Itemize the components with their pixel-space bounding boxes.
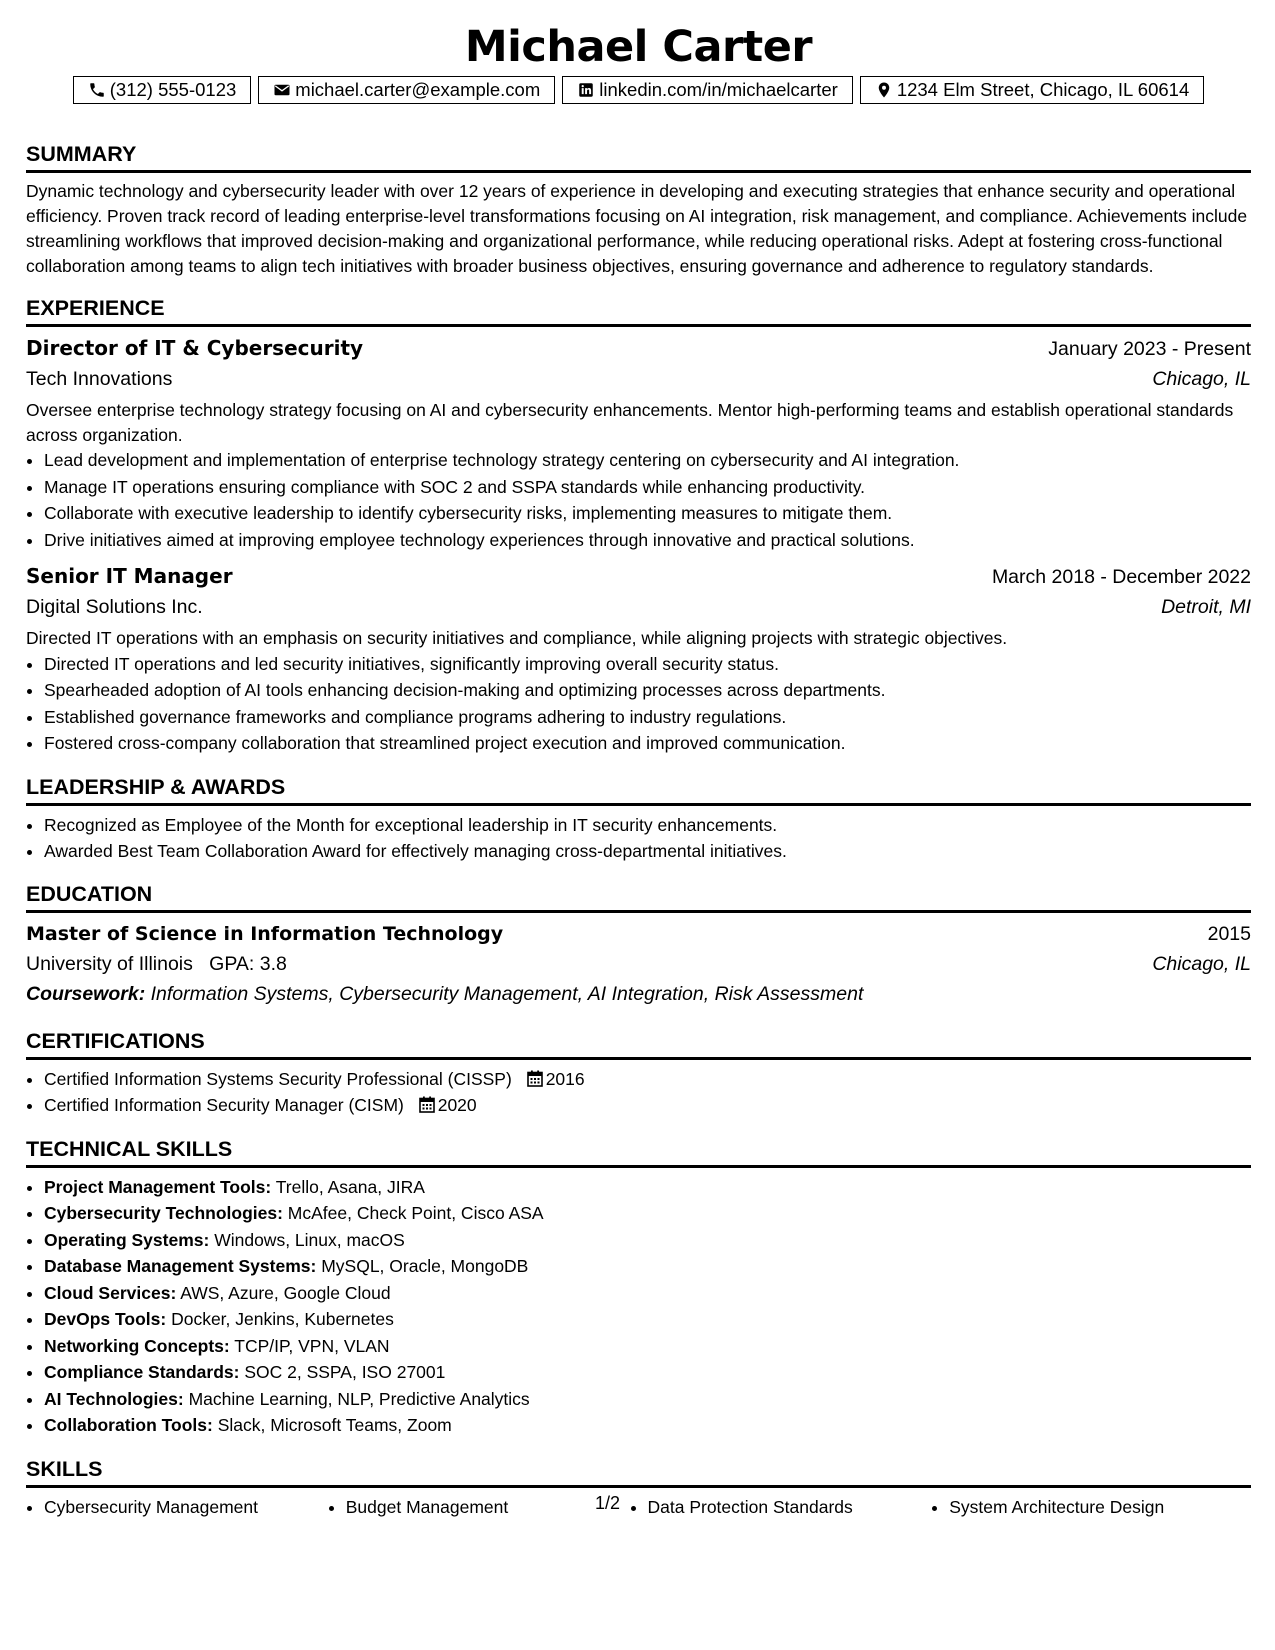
job-entry (26, 561, 1251, 757)
technical-skills-list (26, 1174, 1251, 1439)
list-item (44, 1227, 1251, 1254)
school-line (26, 949, 287, 979)
list-item: • Directed IT operations and led security initiatives, significantly improving overall security status. (44, 651, 1251, 678)
coursework-label: Coursework: (26, 982, 146, 1005)
job-dates: March 2018 - December 2022 (991, 566, 1251, 588)
contact-phone[interactable] (73, 76, 252, 104)
list-item: • System Architecture Design (949, 1494, 1251, 1521)
gpa: GPA: 3.8 (209, 952, 287, 975)
list-item: • Budget Management (346, 1494, 648, 1521)
job-entry (26, 333, 1251, 553)
summary-section (26, 141, 1251, 279)
skills-list (26, 1494, 1251, 1521)
certifications-section (26, 1028, 1251, 1119)
experience-section (26, 295, 1251, 757)
job-description: Directed IT operations with an emphasis on security initiatives and compliance, while aligning projects with strategic objectives. (26, 628, 1008, 648)
certifications-list (26, 1066, 1251, 1119)
envelope-icon (273, 81, 291, 99)
job-description: Oversee enterprise technology strategy focusing on AI and cybersecurity enhancements. Mentor high-performing teams and establish operational standards across organization. (26, 400, 1234, 445)
skill-value: Windows, Linux, macOS (214, 1229, 405, 1250)
graduation-year: 2015 (1207, 922, 1251, 945)
list-item (44, 1412, 1251, 1439)
awards-section (26, 774, 1251, 865)
job-location: Chicago, IL (1152, 368, 1251, 390)
linkedin-icon (577, 81, 595, 99)
certification-name: Certified Information Security Manager (CISM) (44, 1095, 404, 1115)
job-dates: January 2023 - Present (1048, 338, 1251, 360)
certification-year: 2016 (545, 1068, 585, 1089)
list-item (44, 1092, 1251, 1119)
job-title: Director of IT & Cybersecurity (26, 336, 364, 360)
list-item (44, 1280, 1251, 1307)
education-section (26, 881, 1251, 1009)
list-item: • Fostered cross-company collaboration that streamlined project execution and improved communication. (44, 730, 1251, 757)
candidate-name: Michael Carter (464, 22, 813, 72)
list-item (44, 1386, 1251, 1413)
contact-email[interactable] (258, 76, 555, 104)
list-item (44, 1253, 1251, 1280)
job-title: Senior IT Manager (26, 564, 233, 588)
list-item: • Awarded Best Team Collaboration Award for effectively managing cross-departmental initiatives. (44, 838, 1251, 865)
certification-name: Certified Information Systems Security Professional (CISSP) (44, 1068, 512, 1089)
calendar-icon (419, 1096, 435, 1113)
phone-icon (88, 81, 106, 99)
skill-label: AI Technologies: (44, 1388, 184, 1409)
contact-address-text: 1234 Elm Street, Chicago, IL 60614 (896, 79, 1190, 100)
list-item: • Lead development and implementation of enterprise technology strategy centering on cybersecurity and AI integration. (44, 447, 1251, 474)
contact-address[interactable] (860, 76, 1204, 104)
list-item (44, 1306, 1251, 1333)
list-item (44, 1359, 1251, 1386)
skill-label: Networking Concepts: (44, 1335, 230, 1356)
list-item (44, 1333, 1251, 1360)
summary-text: Dynamic technology and cybersecurity leader with over 12 years of experience in developing and executing strategies that enhance security and operational efficiency. Proven track record of leading enterprise-level transformations focusing on AI integration, risk management, and compliance. Achievements include streamlining workflows that improved decision-making and organizational performance, while reducing operational risks. Adept at fostering cross-functional collaboration among teams to align tech initiatives with broader business objectives, ensuring governance and adherence to regulatory standards. (26, 181, 1248, 276)
list-item: • Recognized as Employee of the Month for exceptional leadership in IT security enhancements. (44, 812, 1251, 839)
calendar-icon (527, 1070, 543, 1087)
skill-value: TCP/IP, VPN, VLAN (234, 1335, 390, 1356)
list-item: • Manage IT operations ensuring compliance with SOC 2 and SSPA standards while enhancing productivity. (44, 474, 1251, 501)
skills-section (26, 1456, 1251, 1521)
contact-linkedin[interactable] (562, 76, 853, 104)
list-item (44, 1200, 1251, 1227)
list-item (44, 1174, 1251, 1201)
skill-value: Trello, Asana, JIRA (275, 1176, 425, 1197)
skill-value: AWS, Azure, Google Cloud (180, 1282, 391, 1303)
school-name: University of Illinois (26, 952, 193, 975)
list-item (44, 1066, 1251, 1093)
skill-value: McAfee, Check Point, Cisco ASA (287, 1203, 544, 1223)
resume-page (26, 0, 1251, 1520)
job-company: Digital Solutions Inc. (26, 596, 203, 618)
map-pin-icon (875, 81, 893, 99)
skill-label: Collaboration Tools: (44, 1415, 213, 1435)
skill-value: MySQL, Oracle, MongoDB (321, 1256, 529, 1276)
list-item: • Collaborate with executive leadership to identify cybersecurity risks, implementing measures to mitigate them. (44, 500, 1251, 527)
coursework-line (26, 979, 1251, 1009)
contact-phone-text: (312) 555-0123 (109, 79, 237, 100)
skills-heading: SKILLS (26, 1456, 1251, 1488)
contact-bar (26, 76, 1251, 104)
contact-email-text: michael.carter@example.com (295, 79, 541, 100)
page-number: 1/2 (595, 1493, 621, 1513)
awards-heading: LEADERSHIP & AWARDS (26, 774, 1251, 806)
job-company: Tech Innovations (26, 368, 173, 390)
skill-value: SOC 2, SSPA, ISO 27001 (244, 1362, 446, 1382)
skill-label: Cloud Services: (44, 1282, 177, 1303)
skill-label: Operating Systems: (44, 1229, 210, 1250)
degree-title: Master of Science in Information Technology (26, 922, 504, 945)
technical-skills-heading: TECHNICAL SKILLS (26, 1136, 1251, 1168)
skill-value: Machine Learning, NLP, Predictive Analytics (188, 1388, 530, 1409)
skill-value: Slack, Microsoft Teams, Zoom (217, 1415, 452, 1435)
skill-label: Compliance Standards: (44, 1362, 240, 1382)
skill-value: Docker, Jenkins, Kubernetes (171, 1309, 394, 1329)
skill-label: Cybersecurity Technologies: (44, 1203, 283, 1223)
contact-linkedin-text: linkedin.com/in/michaelcarter (599, 79, 838, 100)
education-heading: EDUCATION (26, 881, 1251, 913)
job-bullets (26, 447, 1251, 553)
experience-heading: EXPERIENCE (26, 295, 1251, 327)
list-item: • Spearheaded adoption of AI tools enhancing decision-making and optimizing processes across departments. (44, 677, 1251, 704)
coursework-list: Information Systems, Cybersecurity Management, AI Integration, Risk Assessment (150, 982, 864, 1005)
list-item: • Data Protection Standards (648, 1494, 950, 1521)
certifications-heading: CERTIFICATIONS (26, 1028, 1251, 1060)
list-item: • Drive initiatives aimed at improving employee technology experiences through innovative and practical solutions. (44, 527, 1251, 554)
technical-skills-section (26, 1136, 1251, 1439)
job-location: Detroit, MI (1161, 596, 1251, 618)
list-item: • Established governance frameworks and compliance programs adhering to industry regulations. (44, 704, 1251, 731)
awards-list (26, 812, 1251, 865)
job-bullets (26, 651, 1251, 757)
summary-heading: SUMMARY (26, 141, 1251, 173)
skill-label: DevOps Tools: (44, 1309, 167, 1329)
list-item: • Cybersecurity Management (44, 1494, 346, 1521)
skill-label: Project Management Tools: (44, 1176, 272, 1197)
skill-label: Database Management Systems: (44, 1256, 317, 1276)
school-location: Chicago, IL (1152, 952, 1251, 975)
certification-year: 2020 (437, 1095, 477, 1115)
